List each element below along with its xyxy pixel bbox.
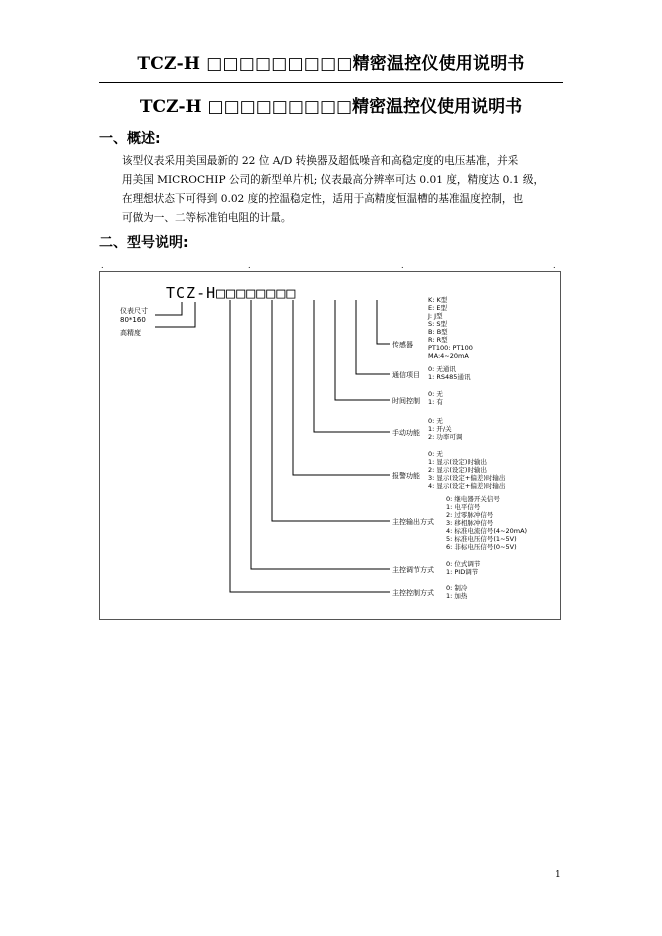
option-text: 0: 制冷 [446, 584, 468, 592]
group-label: 时间控制 [392, 397, 420, 405]
group-label: 通信项目 [392, 371, 420, 379]
option-text: K: K型 [428, 296, 448, 304]
table-marker: . [101, 261, 104, 270]
option-text: 2: 功率可调 [428, 433, 463, 441]
option-text: 1: PID调节 [446, 568, 479, 576]
table-marker: . [401, 261, 404, 270]
connector-manual [314, 300, 390, 432]
connector-output [272, 300, 390, 521]
model-code-diagram [99, 271, 561, 620]
option-text: 2: 显示(设定)时输出 [428, 466, 487, 474]
overview-line: 用美国 MICROCHIP 公司的新型单片机; 仪表最高分辨率可达 0.01 度，精度达 0.1 级， [122, 174, 545, 186]
page-number: 1 [555, 870, 561, 880]
option-text: 0: 无通讯 [428, 365, 456, 373]
connector-control [230, 300, 390, 592]
overview-line: 该型仪表采用美国最新的 22 位 A/D 转换器及超低噪音和高稳定度的电压基准，并采 [122, 155, 519, 167]
option-text: 0: 无 [428, 390, 443, 398]
overview-line: 在理想状态下可得到 0.02 度的控温稳定性，适用于高精度恒温槽的基准温度控制，也 [122, 193, 524, 205]
option-text: 3: 移相脉冲信号 [446, 519, 494, 527]
table-marker: . [553, 261, 556, 270]
document-title: TCZ-H □□□□□□□□□精密温控仪使用说明书 [139, 97, 523, 117]
connector-sensor [377, 300, 390, 344]
option-text: R: R型 [428, 336, 448, 344]
option-text: 5: 标准电压信号(1~5V) [446, 535, 517, 543]
group-label: 主控控制方式 [392, 589, 434, 597]
connector-alarm [293, 300, 390, 475]
group-label: 报警功能 [392, 472, 420, 480]
overview-paragraph [122, 152, 562, 228]
model-code-label: TCZ-H□□□□□□□□ [166, 284, 297, 302]
table-marker: . [248, 261, 251, 270]
option-text: 4: 显示(设定+偏差)时输出 [428, 482, 506, 490]
option-text: 0: 无 [428, 417, 443, 425]
connector-time [335, 300, 390, 400]
option-text: 1: 显示(设定)时输出 [428, 458, 487, 466]
left-connector-size [155, 302, 182, 315]
option-text: 1: 加热 [446, 592, 468, 600]
model-diagram-svg [100, 272, 560, 619]
left-label-precision: 高精度 [120, 329, 141, 337]
option-text: 1: 电平信号 [446, 503, 481, 511]
option-text: PT100: PT100 [428, 344, 473, 352]
group-label: 传感器 [392, 341, 413, 349]
option-text: 6: 非标电压信号(0~5V) [446, 543, 517, 551]
connector-comm [356, 300, 390, 374]
section-heading-model: 二、型号说明: [99, 235, 189, 251]
option-text: 2: 过零脉冲信号 [446, 511, 494, 519]
option-text: 0: 无 [428, 450, 443, 458]
option-text: E: E型 [428, 304, 447, 312]
option-text: 3: 显示(设定+偏差)时输出 [428, 474, 506, 482]
left-label-dimension: 80*160 [120, 316, 146, 324]
option-text: S: S型 [428, 320, 448, 328]
option-text: 1: RS485通讯 [428, 373, 471, 381]
option-text: J: J型 [428, 312, 443, 320]
running-header-title: TCZ-H □□□□□□□□□精密温控仪使用说明书 [137, 54, 525, 74]
option-text: 0: 继电器开关信号 [446, 495, 500, 503]
option-text: 1: 开/关 [428, 425, 452, 433]
group-label: 主控调节方式 [392, 566, 434, 574]
option-text: B: B型 [428, 328, 448, 336]
option-text: MA:4~20mA [428, 352, 469, 360]
section-heading-overview: 一、概述: [99, 131, 161, 147]
group-label: 主控输出方式 [392, 518, 434, 526]
overview-line: 可做为一、二等标准铂电阻的计量。 [122, 212, 292, 224]
header-rule [99, 82, 563, 83]
option-text: 0: 位式调节 [446, 560, 481, 568]
option-text: 1: 有 [428, 398, 443, 406]
group-label: 手动功能 [392, 429, 420, 437]
option-text: 4: 标准电流信号(4~20mA) [446, 527, 528, 535]
left-label-size: 仪表尺寸 [120, 307, 148, 315]
